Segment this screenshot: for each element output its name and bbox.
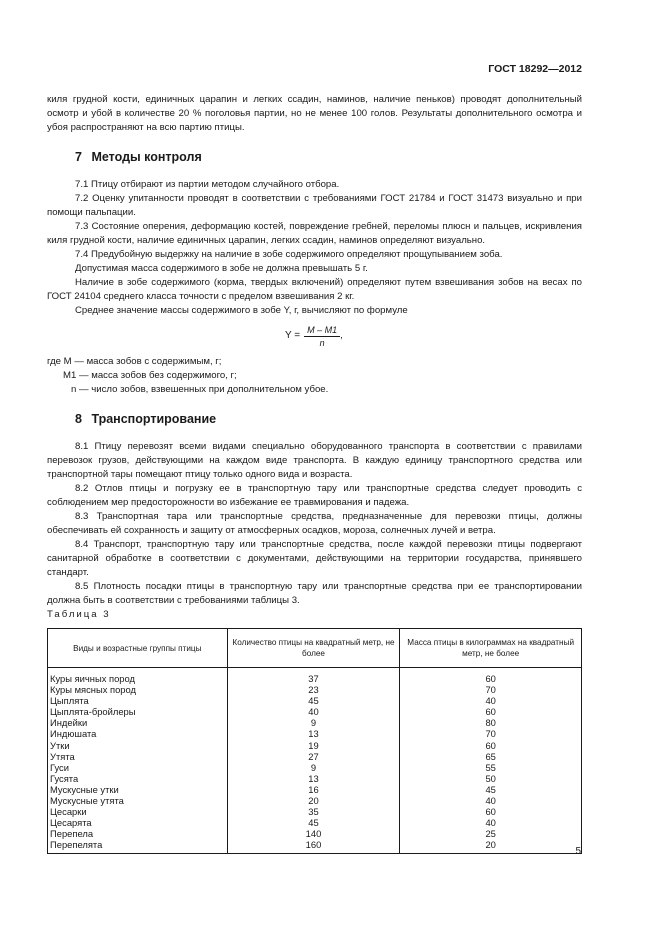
clause-7-4: 7.4 Предубойную выдержку на наличие в зобе содержимого определяют прощупыванием зоба. <box>75 249 503 260</box>
cell-bird-type: Куры яичных пород <box>48 668 228 685</box>
clause-7-4-formula-intro: Среднее значение массы содержимого в зобе Y, г, вычисляют по формуле <box>75 305 408 316</box>
page-content <box>47 93 582 854</box>
clause-8-2: 8.2 Отлов птицы и погрузку ее в транспортную тару или транспортные средства следует проводить с соблюдением мер предосторожности во избежание ее травмирования и падежа. <box>47 483 582 508</box>
cell-bird-type: Гуси <box>48 762 228 773</box>
cell-bird-type: Индюшата <box>48 728 228 739</box>
cell-bird-type: Цыплята-бройлеры <box>48 706 228 717</box>
cell-count: 140 <box>227 828 400 839</box>
cell-mass: 60 <box>400 668 582 685</box>
cell-bird-type: Мускусные утки <box>48 784 228 795</box>
cell-mass: 70 <box>400 728 582 739</box>
cell-mass: 45 <box>400 784 582 795</box>
table-row <box>48 717 582 728</box>
clause-7-4-method: Наличие в зобе содержимого (корма, твердых включений) определяют путем взвешивания зобов на весах по ГОСТ 24104 среднего класса точности с пределом взвешивания 2 кг. <box>47 277 582 302</box>
table-row <box>48 784 582 795</box>
cell-count: 19 <box>227 740 400 751</box>
table-row <box>48 773 582 784</box>
table-row <box>48 828 582 839</box>
table-row <box>48 695 582 706</box>
formula-numerator: M – M1 <box>304 324 340 337</box>
clause-7-1: 7.1 Птицу отбирают из партии методом случайного отбора. <box>75 179 340 190</box>
table-caption: Таблица 3 <box>47 609 111 620</box>
cell-bird-type: Утята <box>48 751 228 762</box>
section-7-number: 7 <box>75 150 82 164</box>
cell-bird-type: Цыплята <box>48 695 228 706</box>
section-8-heading <box>75 411 582 427</box>
clause-7-4-limit: Допустимая масса содержимого в зобе не должна превышать 5 г. <box>75 263 368 274</box>
table-row <box>48 751 582 762</box>
table-header-row <box>48 629 582 668</box>
cell-count: 9 <box>227 762 400 773</box>
cell-bird-type: Гусята <box>48 773 228 784</box>
table-row <box>48 839 582 853</box>
intro-paragraph: киля грудной кости, единичных царапин и легких ссадин, наминов, наличие пеньков) проводят дополнительный осмотр и убой в количестве 20 % поголовья партии, но не менее 100 голов. Результаты дополнительного осмотра и убоя распространяют на всю партию птицы. <box>47 94 582 133</box>
cell-mass: 55 <box>400 762 582 773</box>
cell-mass: 60 <box>400 740 582 751</box>
cell-count: 160 <box>227 839 400 853</box>
table-row <box>48 817 582 828</box>
stocking-density-table <box>47 628 582 854</box>
cell-bird-type: Мускусные утята <box>48 795 228 806</box>
cell-bird-type: Индейки <box>48 717 228 728</box>
cell-bird-type: Цесарята <box>48 817 228 828</box>
clause-8-1: 8.1 Птицу перевозят всеми видами специально оборудованного транспорта в соответствии с правилами перевозок грузов, действующими на каждом виде транспорта. В каждую единицу транспортного средства или транспортной тары помещают птицу только одного вида и возраста. <box>47 441 582 480</box>
table-row <box>48 684 582 695</box>
cell-count: 37 <box>227 668 400 685</box>
cell-mass: 70 <box>400 684 582 695</box>
legend-m: где M — масса зобов с содержимым, г; <box>47 356 222 367</box>
legend-m1: M1 — масса зобов без содержимого, г; <box>63 370 237 381</box>
cell-bird-type: Куры мясных пород <box>48 684 228 695</box>
cell-bird-type: Утки <box>48 740 228 751</box>
formula-fraction <box>304 324 340 349</box>
cell-count: 23 <box>227 684 400 695</box>
table-body <box>48 668 582 854</box>
cell-mass: 60 <box>400 806 582 817</box>
cell-mass: 40 <box>400 817 582 828</box>
formula-trail: , <box>340 330 343 341</box>
cell-mass: 40 <box>400 795 582 806</box>
cell-bird-type: Перепела <box>48 828 228 839</box>
cell-mass: 40 <box>400 695 582 706</box>
header-bird-type: Виды и возрастные группы птицы <box>48 629 228 668</box>
clause-8-4: 8.4 Транспорт, транспортную тару или транспортные средства, после каждой перевозки птицы подвергают санитарной обработке в соответствии с документами, действующими на территории государства, принявшего стандарт. <box>47 539 582 578</box>
table-row <box>48 668 582 685</box>
clause-7-2: 7.2 Оценку упитанности проводят в соответствии с требованиями ГОСТ 21784 и ГОСТ 31473 визуально и при помощи пальпации. <box>47 193 582 218</box>
formula-legend <box>47 355 582 397</box>
cell-count: 45 <box>227 695 400 706</box>
cell-mass: 20 <box>400 839 582 853</box>
cell-count: 9 <box>227 717 400 728</box>
formula-lhs: Y = <box>285 330 301 341</box>
clause-8-3: 8.3 Транспортная тара или транспортные средства, предназначенные для перевозки птицы, должны обеспечивать ей сохранность и защиту от атмосферных осадков, мороза, солнечных лучей и ветра. <box>47 511 582 536</box>
legend-n: n — число зобов, взвешенных при дополнительном убое. <box>71 384 329 395</box>
section-8-title: Транспортирование <box>91 412 217 426</box>
section-7-title: Методы контроля <box>91 150 202 164</box>
cell-mass: 25 <box>400 828 582 839</box>
cell-count: 45 <box>227 817 400 828</box>
section-7-heading <box>75 149 582 165</box>
cell-count: 16 <box>227 784 400 795</box>
header-mass-per-m2: Масса птицы в килограммах на квадратный метр, не более <box>400 629 582 668</box>
page-number: 5 <box>575 846 581 857</box>
cell-mass: 60 <box>400 706 582 717</box>
table-row <box>48 806 582 817</box>
cell-mass: 80 <box>400 717 582 728</box>
table-row <box>48 740 582 751</box>
table-row <box>48 795 582 806</box>
cell-bird-type: Перепелята <box>48 839 228 853</box>
mass-formula <box>285 321 582 351</box>
cell-count: 40 <box>227 706 400 717</box>
table-row <box>48 728 582 739</box>
clause-8-5: 8.5 Плотность посадки птицы в транспортную тару или транспортные средства при ее транспортировании должна быть в соответствии с требованиями таблицы 3. <box>47 581 582 606</box>
cell-count: 13 <box>227 773 400 784</box>
cell-count: 20 <box>227 795 400 806</box>
clause-7-3: 7.3 Состояние оперения, деформацию костей, повреждение гребней, переломы плюсн и пальцев, искривления киля грудной кости, наличие единичных царапин, легких ссадин, наминов определяют визуально. <box>47 221 582 246</box>
section-8-number: 8 <box>75 412 82 426</box>
standard-header: ГОСТ 18292—2012 <box>488 63 582 75</box>
cell-mass: 50 <box>400 773 582 784</box>
table-row <box>48 706 582 717</box>
cell-count: 27 <box>227 751 400 762</box>
cell-bird-type: Цесарки <box>48 806 228 817</box>
table-row <box>48 762 582 773</box>
formula-denominator: n <box>319 337 325 348</box>
cell-count: 13 <box>227 728 400 739</box>
cell-count: 35 <box>227 806 400 817</box>
cell-mass: 65 <box>400 751 582 762</box>
header-count-per-m2: Количество птицы на квадратный метр, не более <box>227 629 400 668</box>
